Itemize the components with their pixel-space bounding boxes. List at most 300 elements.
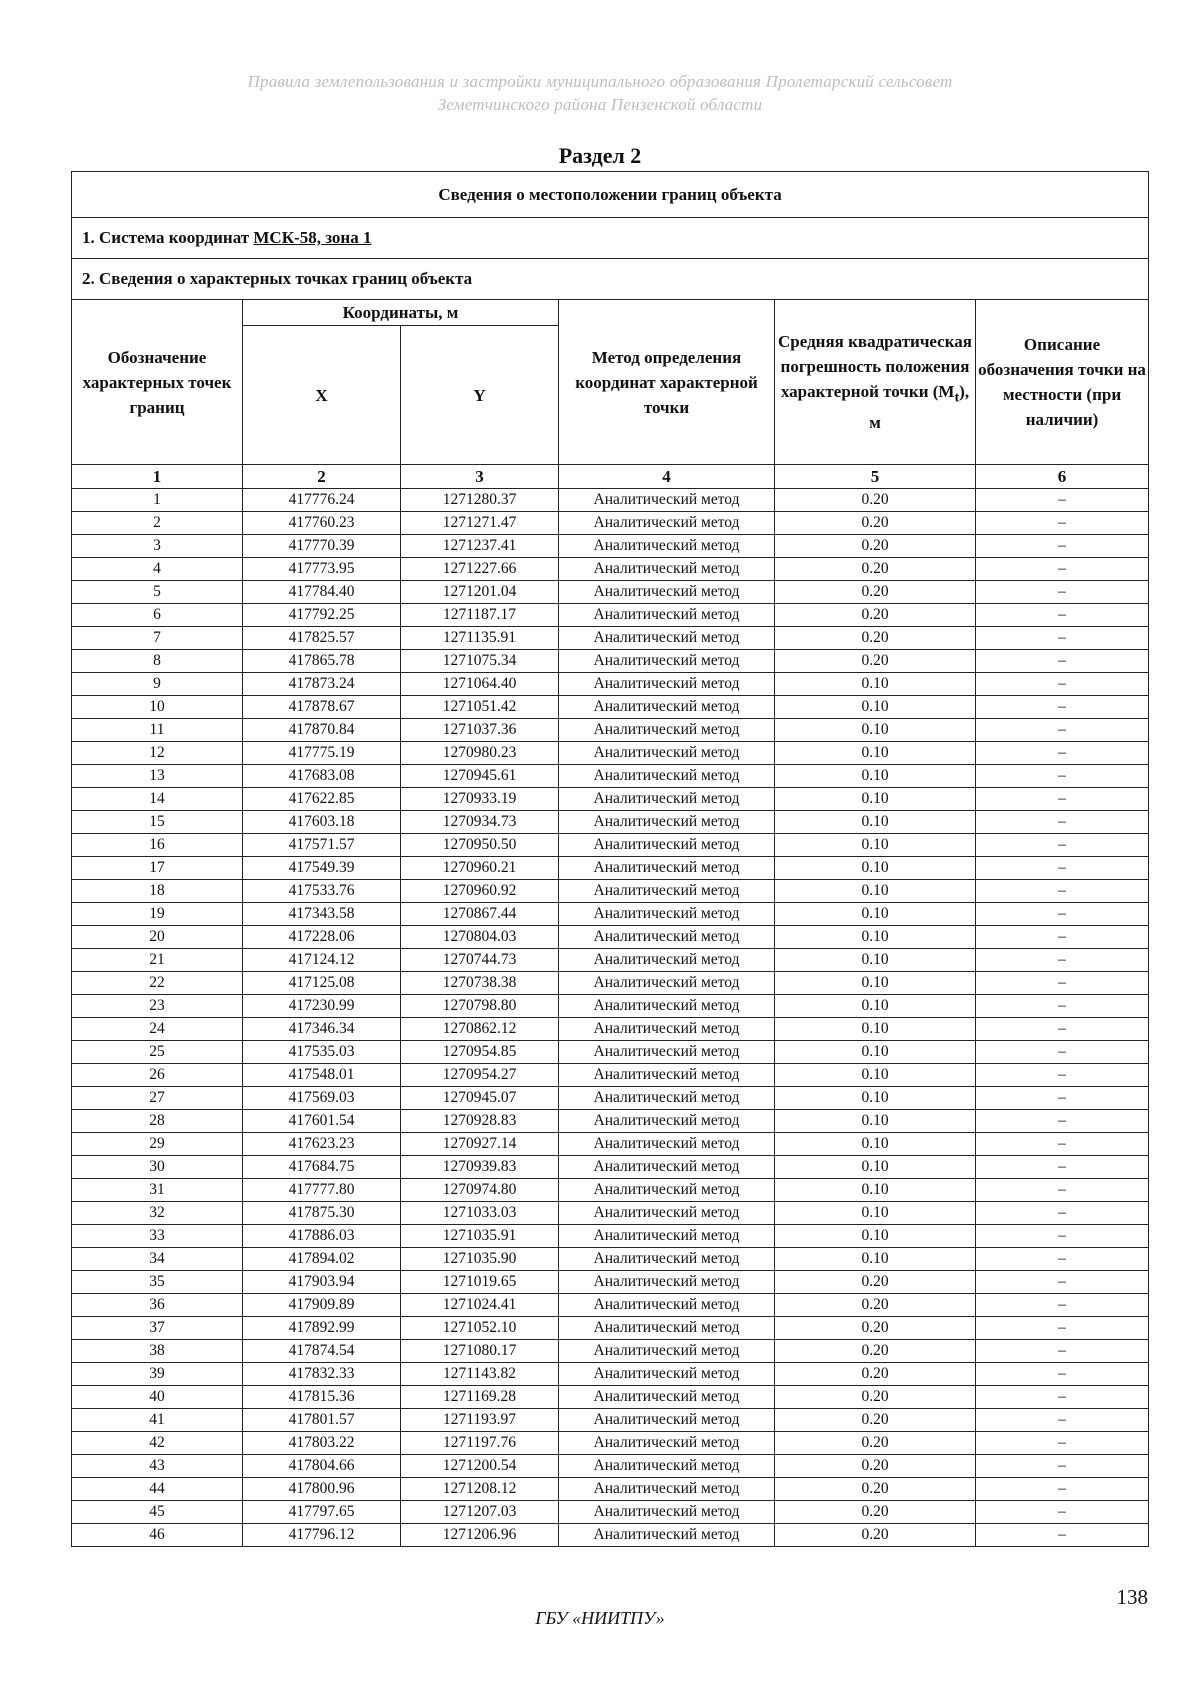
description-cell: – <box>976 1018 1149 1041</box>
column-number: 2 <box>243 465 401 489</box>
table-row <box>72 811 1149 834</box>
x-coordinate-cell: 417623.23 <box>243 1133 401 1156</box>
table-body <box>72 489 1149 1547</box>
running-header-line-2: Земетчинского района Пензенской области <box>437 95 763 114</box>
y-coordinate-cell: 1271033.03 <box>401 1202 559 1225</box>
error-cell: 0.10 <box>775 834 976 857</box>
error-cell: 0.10 <box>775 1110 976 1133</box>
table-row <box>72 926 1149 949</box>
x-coordinate-cell: 417777.80 <box>243 1179 401 1202</box>
method-cell: Аналитический метод <box>559 834 775 857</box>
y-coordinate-cell: 1271227.66 <box>401 558 559 581</box>
x-coordinate-cell: 417228.06 <box>243 926 401 949</box>
description-cell: – <box>976 1248 1149 1271</box>
method-cell: Аналитический метод <box>559 1501 775 1524</box>
y-coordinate-cell: 1270867.44 <box>401 903 559 926</box>
x-coordinate-cell: 417125.08 <box>243 972 401 995</box>
error-cell: 0.10 <box>775 995 976 1018</box>
error-cell: 0.10 <box>775 1202 976 1225</box>
x-coordinate-cell: 417801.57 <box>243 1409 401 1432</box>
error-cell: 0.20 <box>775 627 976 650</box>
description-cell: – <box>976 880 1149 903</box>
point-number-cell: 30 <box>72 1156 243 1179</box>
table-row <box>72 558 1149 581</box>
column-number: 5 <box>775 465 976 489</box>
header-coordinates: Координаты, м <box>243 300 559 326</box>
x-coordinate-cell: 417533.76 <box>243 880 401 903</box>
x-coordinate-cell: 417815.36 <box>243 1386 401 1409</box>
x-coordinate-cell: 417776.24 <box>243 489 401 512</box>
description-cell: – <box>976 742 1149 765</box>
description-cell: – <box>976 1041 1149 1064</box>
y-coordinate-cell: 1271064.40 <box>401 673 559 696</box>
header-x: X <box>243 326 401 465</box>
description-cell: – <box>976 1271 1149 1294</box>
table-row <box>72 650 1149 673</box>
table-row <box>72 742 1149 765</box>
y-coordinate-cell: 1271037.36 <box>401 719 559 742</box>
error-cell: 0.10 <box>775 880 976 903</box>
description-cell: – <box>976 788 1149 811</box>
description-cell: – <box>976 1202 1149 1225</box>
table-row <box>72 1524 1149 1547</box>
x-coordinate-cell: 417343.58 <box>243 903 401 926</box>
point-number-cell: 14 <box>72 788 243 811</box>
method-cell: Аналитический метод <box>559 558 775 581</box>
x-coordinate-cell: 417792.25 <box>243 604 401 627</box>
point-number-cell: 6 <box>72 604 243 627</box>
table-row <box>72 1271 1149 1294</box>
x-coordinate-cell: 417825.57 <box>243 627 401 650</box>
method-cell: Аналитический метод <box>559 1110 775 1133</box>
description-cell: – <box>976 627 1149 650</box>
y-coordinate-cell: 1271271.47 <box>401 512 559 535</box>
description-cell: – <box>976 1386 1149 1409</box>
point-number-cell: 34 <box>72 1248 243 1271</box>
description-cell: – <box>976 512 1149 535</box>
column-number: 6 <box>976 465 1149 489</box>
method-cell: Аналитический метод <box>559 696 775 719</box>
description-cell: – <box>976 857 1149 880</box>
table-row <box>72 765 1149 788</box>
error-cell: 0.20 <box>775 1432 976 1455</box>
table-row <box>72 696 1149 719</box>
x-coordinate-cell: 417832.33 <box>243 1363 401 1386</box>
point-number-cell: 5 <box>72 581 243 604</box>
table-row <box>72 1110 1149 1133</box>
error-cell: 0.20 <box>775 1455 976 1478</box>
description-cell: – <box>976 1133 1149 1156</box>
column-number: 1 <box>72 465 243 489</box>
point-number-cell: 12 <box>72 742 243 765</box>
header-description: Описание обозначения точки на местности (при наличии) <box>976 300 1149 465</box>
description-cell: – <box>976 1156 1149 1179</box>
description-cell: – <box>976 995 1149 1018</box>
description-cell: – <box>976 1432 1149 1455</box>
table-row <box>72 1248 1149 1271</box>
x-coordinate-cell: 417603.18 <box>243 811 401 834</box>
method-cell: Аналитический метод <box>559 719 775 742</box>
error-cell: 0.20 <box>775 604 976 627</box>
method-cell: Аналитический метод <box>559 581 775 604</box>
description-cell: – <box>976 696 1149 719</box>
point-number-cell: 17 <box>72 857 243 880</box>
point-number-cell: 20 <box>72 926 243 949</box>
error-cell: 0.10 <box>775 1179 976 1202</box>
point-number-cell: 10 <box>72 696 243 719</box>
x-coordinate-cell: 417874.54 <box>243 1340 401 1363</box>
y-coordinate-cell: 1271208.12 <box>401 1478 559 1501</box>
point-number-cell: 16 <box>72 834 243 857</box>
description-cell: – <box>976 1110 1149 1133</box>
points-section-label: 2. Сведения о характерных точках границ объекта <box>72 259 1149 300</box>
x-coordinate-cell: 417535.03 <box>243 1041 401 1064</box>
table-row <box>72 1340 1149 1363</box>
x-coordinate-cell: 417549.39 <box>243 857 401 880</box>
x-coordinate-cell: 417760.23 <box>243 512 401 535</box>
y-coordinate-cell: 1271143.82 <box>401 1363 559 1386</box>
error-cell: 0.10 <box>775 765 976 788</box>
method-cell: Аналитический метод <box>559 1409 775 1432</box>
y-coordinate-cell: 1271280.37 <box>401 489 559 512</box>
x-coordinate-cell: 417346.34 <box>243 1018 401 1041</box>
description-cell: – <box>976 972 1149 995</box>
error-cell: 0.20 <box>775 1478 976 1501</box>
table-row <box>72 1225 1149 1248</box>
y-coordinate-cell: 1271197.76 <box>401 1432 559 1455</box>
point-number-cell: 41 <box>72 1409 243 1432</box>
method-cell: Аналитический метод <box>559 1386 775 1409</box>
table-row <box>72 489 1149 512</box>
header-y: Y <box>401 326 559 465</box>
method-cell: Аналитический метод <box>559 1087 775 1110</box>
method-cell: Аналитический метод <box>559 535 775 558</box>
table-row <box>72 1064 1149 1087</box>
table-row <box>72 788 1149 811</box>
method-cell: Аналитический метод <box>559 949 775 972</box>
method-cell: Аналитический метод <box>559 1202 775 1225</box>
description-cell: – <box>976 1409 1149 1432</box>
point-number-cell: 3 <box>72 535 243 558</box>
error-cell: 0.20 <box>775 581 976 604</box>
error-cell: 0.10 <box>775 1156 976 1179</box>
column-number: 4 <box>559 465 775 489</box>
description-cell: – <box>976 719 1149 742</box>
description-cell: – <box>976 1225 1149 1248</box>
description-cell: – <box>976 949 1149 972</box>
organization-footer: ГБУ «НИИТПУ» <box>535 1608 665 1628</box>
point-number-cell: 33 <box>72 1225 243 1248</box>
description-cell: – <box>976 834 1149 857</box>
table-row <box>72 1455 1149 1478</box>
error-cell: 0.10 <box>775 1087 976 1110</box>
method-cell: Аналитический метод <box>559 1248 775 1271</box>
description-cell: – <box>976 489 1149 512</box>
header-error <box>775 300 976 465</box>
error-cell: 0.20 <box>775 535 976 558</box>
point-number-cell: 15 <box>72 811 243 834</box>
y-coordinate-cell: 1270744.73 <box>401 949 559 972</box>
method-cell: Аналитический метод <box>559 673 775 696</box>
table-row <box>72 673 1149 696</box>
error-cell: 0.10 <box>775 972 976 995</box>
header-error-unit: ), м <box>869 381 970 433</box>
method-cell: Аналитический метод <box>559 1455 775 1478</box>
error-cell: 0.20 <box>775 512 976 535</box>
error-cell: 0.20 <box>775 1363 976 1386</box>
table-row <box>72 581 1149 604</box>
point-number-cell: 26 <box>72 1064 243 1087</box>
point-number-cell: 2 <box>72 512 243 535</box>
method-cell: Аналитический метод <box>559 1317 775 1340</box>
point-number-cell: 39 <box>72 1363 243 1386</box>
description-cell: – <box>976 581 1149 604</box>
x-coordinate-cell: 417873.24 <box>243 673 401 696</box>
point-number-cell: 40 <box>72 1386 243 1409</box>
method-cell: Аналитический метод <box>559 765 775 788</box>
description-cell: – <box>976 650 1149 673</box>
error-cell: 0.10 <box>775 1064 976 1087</box>
method-cell: Аналитический метод <box>559 604 775 627</box>
header-designation: Обозначение характерных точек границ <box>72 300 243 465</box>
method-cell: Аналитический метод <box>559 880 775 903</box>
description-cell: – <box>976 811 1149 834</box>
error-cell: 0.20 <box>775 1340 976 1363</box>
y-coordinate-cell: 1270960.21 <box>401 857 559 880</box>
x-coordinate-cell: 417784.40 <box>243 581 401 604</box>
error-cell: 0.20 <box>775 1386 976 1409</box>
x-coordinate-cell: 417684.75 <box>243 1156 401 1179</box>
y-coordinate-cell: 1270738.38 <box>401 972 559 995</box>
y-coordinate-cell: 1271051.42 <box>401 696 559 719</box>
method-cell: Аналитический метод <box>559 1432 775 1455</box>
table-row <box>72 1041 1149 1064</box>
y-coordinate-cell: 1270945.61 <box>401 765 559 788</box>
point-number-cell: 19 <box>72 903 243 926</box>
point-number-cell: 18 <box>72 880 243 903</box>
x-coordinate-cell: 417571.57 <box>243 834 401 857</box>
method-cell: Аналитический метод <box>559 926 775 949</box>
point-number-cell: 38 <box>72 1340 243 1363</box>
table-row <box>72 1156 1149 1179</box>
x-coordinate-cell: 417909.89 <box>243 1294 401 1317</box>
description-cell: – <box>976 1501 1149 1524</box>
error-cell: 0.10 <box>775 719 976 742</box>
description-cell: – <box>976 558 1149 581</box>
method-cell: Аналитический метод <box>559 1179 775 1202</box>
error-cell: 0.20 <box>775 1501 976 1524</box>
y-coordinate-cell: 1271080.17 <box>401 1340 559 1363</box>
point-number-cell: 44 <box>72 1478 243 1501</box>
description-cell: – <box>976 1363 1149 1386</box>
method-cell: Аналитический метод <box>559 627 775 650</box>
page-number: 138 <box>1116 1585 1148 1609</box>
method-cell: Аналитический метод <box>559 1524 775 1547</box>
y-coordinate-cell: 1270927.14 <box>401 1133 559 1156</box>
y-coordinate-cell: 1271035.91 <box>401 1225 559 1248</box>
error-cell: 0.10 <box>775 1133 976 1156</box>
error-cell: 0.10 <box>775 742 976 765</box>
error-cell: 0.20 <box>775 1409 976 1432</box>
y-coordinate-cell: 1270950.50 <box>401 834 559 857</box>
error-cell: 0.20 <box>775 1271 976 1294</box>
point-number-cell: 43 <box>72 1455 243 1478</box>
document-running-header <box>0 70 1200 116</box>
point-number-cell: 24 <box>72 1018 243 1041</box>
point-number-cell: 37 <box>72 1317 243 1340</box>
x-coordinate-cell: 417775.19 <box>243 742 401 765</box>
x-coordinate-cell: 417796.12 <box>243 1524 401 1547</box>
coordinate-system-row <box>72 218 1149 259</box>
table-row <box>72 903 1149 926</box>
y-coordinate-cell: 1270928.83 <box>401 1110 559 1133</box>
method-cell: Аналитический метод <box>559 788 775 811</box>
y-coordinate-cell: 1271206.96 <box>401 1524 559 1547</box>
y-coordinate-cell: 1270945.07 <box>401 1087 559 1110</box>
y-coordinate-cell: 1270954.27 <box>401 1064 559 1087</box>
table-row <box>72 972 1149 995</box>
x-coordinate-cell: 417878.67 <box>243 696 401 719</box>
point-number-cell: 29 <box>72 1133 243 1156</box>
y-coordinate-cell: 1271201.04 <box>401 581 559 604</box>
method-cell: Аналитический метод <box>559 1225 775 1248</box>
y-coordinate-cell: 1270939.83 <box>401 1156 559 1179</box>
description-cell: – <box>976 1179 1149 1202</box>
x-coordinate-cell: 417800.96 <box>243 1478 401 1501</box>
table-row <box>72 1018 1149 1041</box>
description-cell: – <box>976 1087 1149 1110</box>
point-number-cell: 28 <box>72 1110 243 1133</box>
x-coordinate-cell: 417797.65 <box>243 1501 401 1524</box>
error-cell: 0.10 <box>775 857 976 880</box>
table-row <box>72 1478 1149 1501</box>
table-row <box>72 834 1149 857</box>
y-coordinate-cell: 1270954.85 <box>401 1041 559 1064</box>
y-coordinate-cell: 1271169.28 <box>401 1386 559 1409</box>
description-cell: – <box>976 926 1149 949</box>
x-coordinate-cell: 417569.03 <box>243 1087 401 1110</box>
method-cell: Аналитический метод <box>559 512 775 535</box>
coordinate-system-label: 1. Система координат <box>82 228 254 247</box>
table-row <box>72 1179 1149 1202</box>
table-row <box>72 949 1149 972</box>
description-cell: – <box>976 1294 1149 1317</box>
y-coordinate-cell: 1270980.23 <box>401 742 559 765</box>
error-cell: 0.10 <box>775 696 976 719</box>
header-method: Метод определения координат характерной точки <box>559 300 775 465</box>
method-cell: Аналитический метод <box>559 1363 775 1386</box>
table-row <box>72 995 1149 1018</box>
error-cell: 0.20 <box>775 558 976 581</box>
point-number-cell: 45 <box>72 1501 243 1524</box>
error-cell: 0.10 <box>775 1225 976 1248</box>
description-cell: – <box>976 903 1149 926</box>
header-error-subscript: t <box>954 389 960 406</box>
method-cell: Аналитический метод <box>559 1156 775 1179</box>
y-coordinate-cell: 1270804.03 <box>401 926 559 949</box>
point-number-cell: 22 <box>72 972 243 995</box>
method-cell: Аналитический метод <box>559 903 775 926</box>
method-cell: Аналитический метод <box>559 650 775 673</box>
y-coordinate-cell: 1271075.34 <box>401 650 559 673</box>
description-cell: – <box>976 765 1149 788</box>
point-number-cell: 36 <box>72 1294 243 1317</box>
method-cell: Аналитический метод <box>559 811 775 834</box>
description-cell: – <box>976 1317 1149 1340</box>
x-coordinate-cell: 417124.12 <box>243 949 401 972</box>
description-cell: – <box>976 1064 1149 1087</box>
table-row <box>72 1133 1149 1156</box>
point-number-cell: 46 <box>72 1524 243 1547</box>
table-title: Сведения о местоположении границ объекта <box>72 172 1149 218</box>
table-row <box>72 1294 1149 1317</box>
method-cell: Аналитический метод <box>559 489 775 512</box>
error-cell: 0.10 <box>775 788 976 811</box>
x-coordinate-cell: 417886.03 <box>243 1225 401 1248</box>
error-cell: 0.10 <box>775 903 976 926</box>
error-cell: 0.10 <box>775 1248 976 1271</box>
y-coordinate-cell: 1270934.73 <box>401 811 559 834</box>
section-title: Раздел 2 <box>558 143 642 168</box>
table-row <box>72 1202 1149 1225</box>
point-number-cell: 25 <box>72 1041 243 1064</box>
method-cell: Аналитический метод <box>559 1041 775 1064</box>
error-cell: 0.20 <box>775 1294 976 1317</box>
description-cell: – <box>976 1340 1149 1363</box>
y-coordinate-cell: 1271135.91 <box>401 627 559 650</box>
x-coordinate-cell: 417548.01 <box>243 1064 401 1087</box>
x-coordinate-cell: 417773.95 <box>243 558 401 581</box>
y-coordinate-cell: 1271052.10 <box>401 1317 559 1340</box>
y-coordinate-cell: 1271019.65 <box>401 1271 559 1294</box>
table-row <box>72 1409 1149 1432</box>
table-row <box>72 1386 1149 1409</box>
running-header-line-1: Правила землепользования и застройки муниципального образования Пролетарский сельсовет <box>247 72 953 91</box>
y-coordinate-cell: 1270960.92 <box>401 880 559 903</box>
y-coordinate-cell: 1271035.90 <box>401 1248 559 1271</box>
point-number-cell: 4 <box>72 558 243 581</box>
x-coordinate-cell: 417601.54 <box>243 1110 401 1133</box>
error-cell: 0.10 <box>775 926 976 949</box>
description-cell: – <box>976 1455 1149 1478</box>
method-cell: Аналитический метод <box>559 1271 775 1294</box>
point-number-cell: 32 <box>72 1202 243 1225</box>
description-cell: – <box>976 535 1149 558</box>
y-coordinate-cell: 1271024.41 <box>401 1294 559 1317</box>
method-cell: Аналитический метод <box>559 1018 775 1041</box>
method-cell: Аналитический метод <box>559 1340 775 1363</box>
y-coordinate-cell: 1271207.03 <box>401 1501 559 1524</box>
x-coordinate-cell: 417870.84 <box>243 719 401 742</box>
column-number: 3 <box>401 465 559 489</box>
error-cell: 0.10 <box>775 1041 976 1064</box>
y-coordinate-cell: 1271187.17 <box>401 604 559 627</box>
error-cell: 0.20 <box>775 489 976 512</box>
point-number-cell: 7 <box>72 627 243 650</box>
x-coordinate-cell: 417865.78 <box>243 650 401 673</box>
coordinate-system-value: МСК-58, зона 1 <box>253 228 372 247</box>
error-cell: 0.10 <box>775 949 976 972</box>
point-number-cell: 9 <box>72 673 243 696</box>
table-row <box>72 1501 1149 1524</box>
x-coordinate-cell: 417903.94 <box>243 1271 401 1294</box>
description-cell: – <box>976 673 1149 696</box>
x-coordinate-cell: 417894.02 <box>243 1248 401 1271</box>
point-number-cell: 31 <box>72 1179 243 1202</box>
method-cell: Аналитический метод <box>559 1478 775 1501</box>
table-row <box>72 719 1149 742</box>
x-coordinate-cell: 417803.22 <box>243 1432 401 1455</box>
